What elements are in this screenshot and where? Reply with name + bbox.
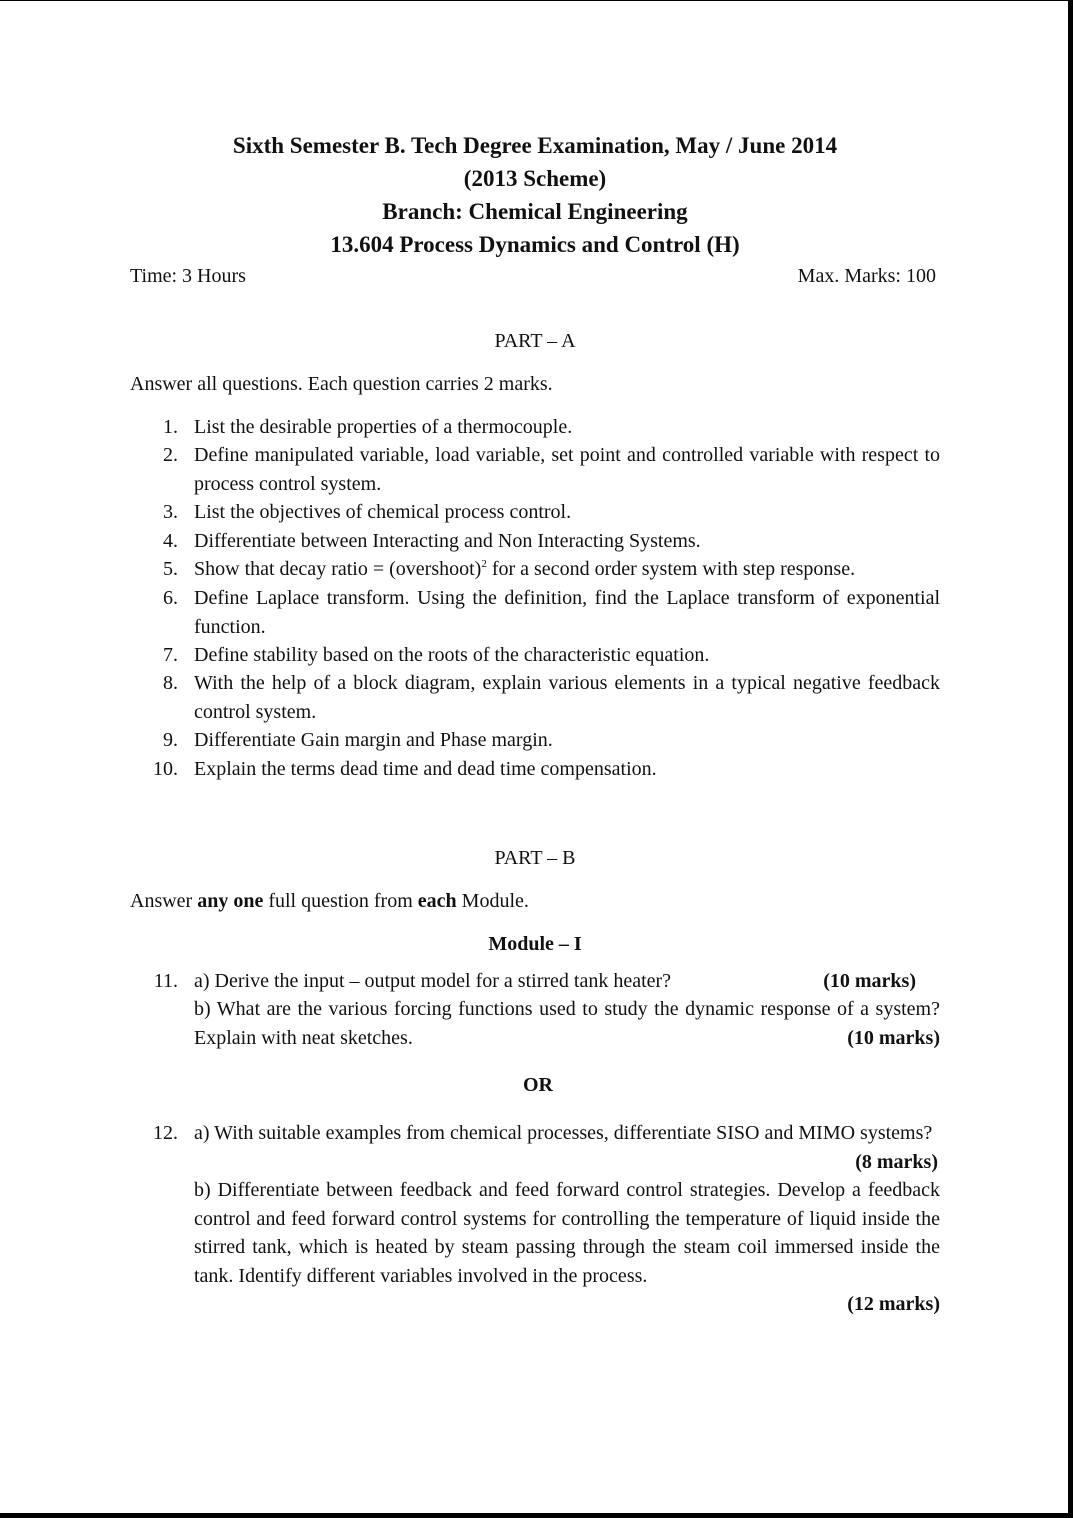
text: a) Derive the input – output model for a stirred tank heater? <box>194 970 672 992</box>
question-11b <box>194 995 940 1052</box>
time-label: Time: 3 Hours <box>130 265 246 287</box>
text: a) With suitable examples from chemical processes, differentiate SISO and MIMO systems? <box>194 1122 933 1144</box>
text: full question from <box>263 890 418 912</box>
question-text: Define manipulated variable, load variable, set point and controlled variable with respect to process control system. <box>194 444 940 495</box>
course-title: 13.604 Process Dynamics and Control (H) <box>330 232 740 257</box>
text: Module. <box>456 890 529 912</box>
question-number: 10. <box>153 758 178 780</box>
text-bold: each <box>417 890 457 912</box>
question-text: List the desirable properties of a thermocouple. <box>194 416 573 438</box>
question-number: 8. <box>163 672 178 694</box>
part-b-instruction <box>130 887 529 916</box>
module-heading: Module – I <box>488 933 582 955</box>
question-number: 4. <box>163 530 178 552</box>
question-text: Define stability based on the roots of the characteristic equation. <box>194 644 710 666</box>
question-12b: b) Differentiate between feedback and feed forward control strategies. Develop a feedback control and feed forward control systems for controlling the temperature of liquid inside the stirred tank, which is heated by steam passing through the steam coil immersed inside the tank. Identify different variables involved in the process. <box>194 1179 940 1287</box>
marks: (10 marks) <box>847 1026 940 1049</box>
question-number: 5. <box>163 558 178 580</box>
text: for a second order system with step response. <box>486 558 856 580</box>
question-text: List the objectives of chemical process control. <box>194 501 572 523</box>
question-number: 3. <box>163 501 178 523</box>
question-number: 11. <box>153 970 178 992</box>
scheme: (2013 Scheme) <box>463 166 607 191</box>
question-text: Define Laplace transform. Using the definition, find the Laplace transform of exponential function. <box>194 587 940 638</box>
marks: (12 marks) <box>847 1293 940 1315</box>
marks: (10 marks) <box>823 970 916 992</box>
question-text: Differentiate between Interacting and Non Interacting Systems. <box>194 530 701 552</box>
part-a-heading: PART – A <box>494 330 576 352</box>
max-marks-label: Max. Marks: 100 <box>797 265 936 287</box>
question-number: 1. <box>163 416 178 438</box>
superscript: 2 <box>481 558 487 570</box>
text-bold: any one <box>197 890 264 912</box>
question-number: 9. <box>163 729 178 751</box>
or-separator: OR <box>523 1074 553 1096</box>
question-text: Explain the terms dead time and dead time compensation. <box>194 758 657 780</box>
text: Show that decay ratio = (overshoot) <box>194 558 482 580</box>
text: Answer <box>130 890 198 912</box>
question-number: 12. <box>153 1122 178 1144</box>
part-b-heading: PART – B <box>494 847 576 869</box>
question-text <box>194 555 940 584</box>
question-number: 7. <box>163 644 178 666</box>
branch: Branch: Chemical Engineering <box>382 199 688 224</box>
question-number: 6. <box>163 587 178 609</box>
text: b) What are the various forcing functions used to study the dynamic response of a system? Explain with neat sketches. <box>194 998 940 1049</box>
question-11a <box>194 967 916 996</box>
question-text: With the help of a block diagram, explain various elements in a typical negative feedback control system. <box>194 672 940 723</box>
marks: (8 marks) <box>855 1150 938 1173</box>
exam-title: Sixth Semester B. Tech Degree Examination, May / June 2014 <box>232 133 838 158</box>
question-number: 2. <box>163 444 178 466</box>
part-a-instruction: Answer all questions. Each question carries 2 marks. <box>130 373 553 395</box>
question-text: Differentiate Gain margin and Phase margin. <box>194 729 553 751</box>
question-12a <box>194 1119 940 1176</box>
